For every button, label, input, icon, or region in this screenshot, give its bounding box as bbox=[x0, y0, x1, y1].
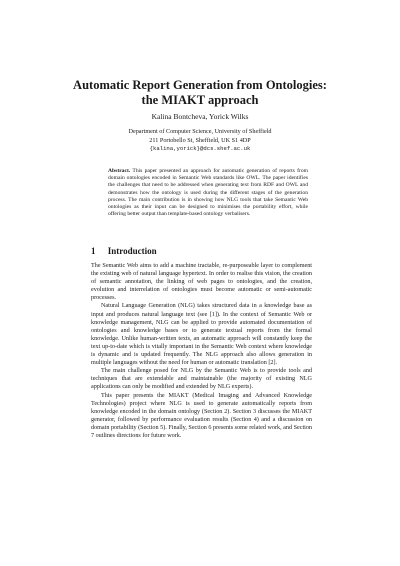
affiliation bbox=[40, 128, 360, 154]
abstract-text: This paper presented an approach for automatic generation of reports from domain ontologies encoded in Semantic Web standards like OWL. The paper identifies the challenges that need to be addressed when generating text from RDF and OWL and demonstrates how the ontology is used during the different stages of the generation process. The main contribution is in showing how NLG tools that take Semantic Web ontologies as their input can be designed to minimises the portability effort, while offering better output than template-based ontology verbalisers. bbox=[108, 168, 308, 218]
affiliation-address: 211 Portobello St, Sheffield, UK S1 4DP bbox=[149, 136, 251, 144]
paper-title-line-2: the MIAKT approach bbox=[141, 93, 259, 107]
abstract bbox=[108, 168, 308, 218]
section-title: Introduction bbox=[107, 246, 157, 256]
section-number: 1 bbox=[91, 246, 96, 256]
authors: Kalina Bontcheva, Yorick Wilks bbox=[151, 112, 249, 121]
paragraph: The main challenge posed for NLG by the Semantic Web is to provide tools and techniques that are extendable and maintainable (the majority of existing NLG applications can only be modified and extended by NLG experts). bbox=[91, 368, 312, 391]
paragraph: This paper presents the MIAKT (Medical Imaging and Advanced Knowledge Technologies) project where NLG is used to generate automatically reports from knowledge encoded in the domain ontology (Section 2). Section 3 discusses the MIAKT generator, followed by performance evaluation results (Section 4) and a discussion on domain portability (Section 5). Finally, Section 6 presents some related work, and Section 7 outlines directions for future work. bbox=[91, 392, 312, 439]
affiliation-email: {kalina,yorick}@dcs.shef.ac.uk bbox=[149, 145, 251, 152]
paper-title-line-1: Automatic Report Generation from Ontologies: bbox=[73, 78, 327, 92]
section-heading bbox=[91, 246, 157, 256]
paragraph: Natural Language Generation (NLG) takes structured data in a knowledge base as input and produces natural language text (see [1]). In the context of Semantic Web or knowledge management, NLG can be applied to provide automated documentation of ontologies and knowledge bases or to generate textual reports from the formal knowledge. Unlike human-written texts, an automatic approach will constantly keep the text up-to-date which is vitally important in the Semantic Web context where knowledge is dynamic and is updated frequently. The NLG approach also allows generation in multiple languages without the need for human or automatic translation [2]. bbox=[91, 303, 312, 367]
abstract-label: Abstract. bbox=[108, 168, 131, 174]
paragraph: The Semantic Web aims to add a machine tractable, re-purposeable layer to complement the existing web of natural language hypertext. In order to realise this vision, the creation of semantic annotation, the linking of web pages to ontologies, and the creation, evolution and interrelation of ontologies must become automatic or semi-automatic processes. bbox=[91, 263, 312, 302]
affiliation-department: Department of Computer Science, University of Sheffield bbox=[128, 128, 272, 135]
section-body bbox=[91, 262, 312, 440]
